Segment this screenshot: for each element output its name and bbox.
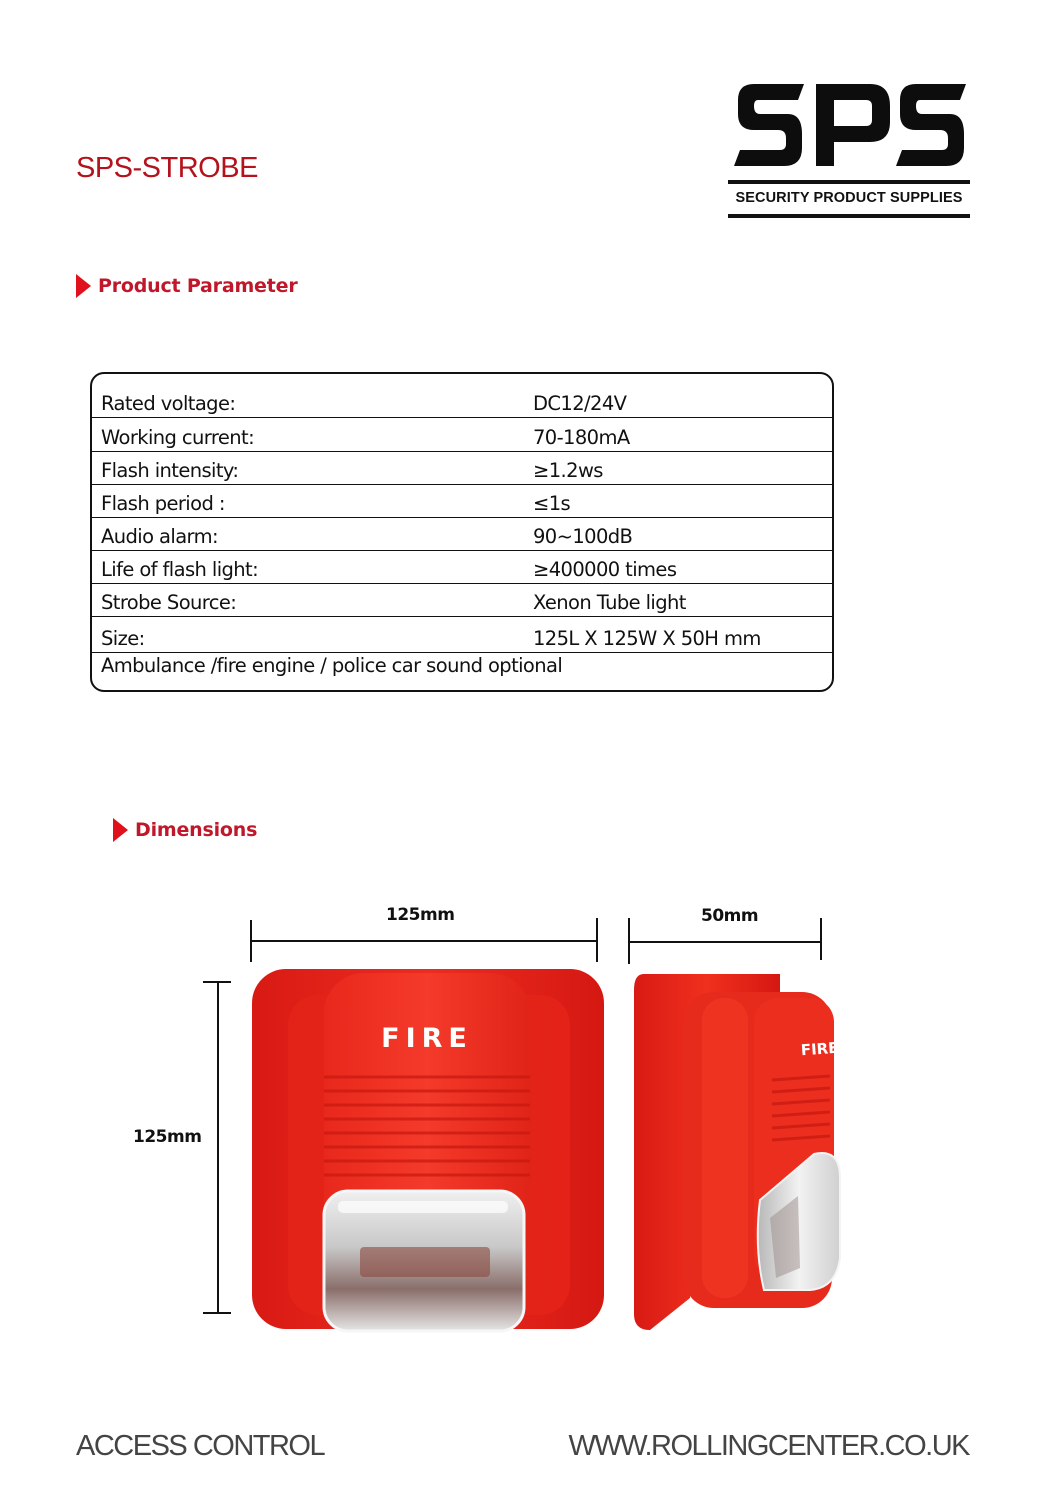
spec-label: Flash period : (101, 492, 225, 515)
spec-label: Size: (101, 627, 145, 650)
spec-label: Strobe Source: (101, 591, 237, 614)
dimension-tick (203, 1312, 231, 1314)
svg-text:FIRE: FIRE (800, 1038, 840, 1060)
play-triangle-icon (76, 274, 91, 298)
table-row (92, 551, 832, 584)
table-row (92, 617, 832, 653)
spec-label: Flash intensity: (101, 459, 239, 482)
table-row (92, 374, 832, 418)
spec-value: 125L X 125W X 50H mm (533, 627, 761, 650)
dimension-tick (596, 918, 598, 962)
spec-value: DC12/24V (533, 392, 627, 415)
depth-dimension-label: 50mm (701, 906, 759, 926)
strobe-side-view-image (630, 968, 845, 1336)
spec-label: Life of flash light: (101, 558, 259, 581)
table-row (92, 653, 832, 690)
logo-rule-bottom (728, 214, 970, 218)
spec-value: 70-180mA (533, 426, 630, 449)
spec-label: Ambulance /fire engine / police car sound optional (101, 654, 563, 677)
width-dimension-line (250, 940, 598, 942)
svg-text:FIRE: FIRE (381, 1023, 473, 1054)
section-heading-parameters (76, 274, 298, 298)
spec-value: 90~100dB (533, 525, 633, 548)
spec-value: ≤1s (533, 492, 571, 515)
product-code: SPS-STROBE (76, 152, 258, 184)
footer-website-link[interactable]: WWW.ROLLINGCENTER.CO.UK (568, 1430, 969, 1462)
footer-category: ACCESS CONTROL (76, 1430, 325, 1462)
height-dimension-line (217, 981, 219, 1313)
section-title: Product Parameter (98, 275, 298, 297)
spec-label: Working current: (101, 426, 255, 449)
table-row (92, 485, 832, 518)
dimension-tick (820, 918, 822, 960)
width-dimension-label: 125mm (386, 905, 455, 925)
table-row (92, 518, 832, 551)
logo-tagline: SECURITY PRODUCT SUPPLIES (735, 190, 963, 206)
table-row (92, 418, 832, 452)
table-row (92, 452, 832, 485)
strobe-front-view-image (248, 965, 608, 1337)
sps-logo (728, 78, 972, 222)
spec-label: Rated voltage: (101, 392, 236, 415)
height-dimension-label: 125mm (133, 1127, 202, 1147)
depth-dimension-line (628, 941, 822, 943)
sps-logo-mark-icon (732, 78, 968, 172)
spec-value: ≥400000 times (533, 558, 677, 581)
play-triangle-icon (113, 818, 128, 842)
section-heading-dimensions (113, 818, 257, 842)
spec-table (90, 372, 834, 692)
spec-value: ≥1.2ws (533, 459, 603, 482)
section-title: Dimensions (135, 819, 258, 841)
table-row (92, 584, 832, 617)
logo-rule-top (728, 180, 970, 184)
spec-value: Xenon Tube light (533, 591, 686, 614)
spec-label: Audio alarm: (101, 525, 218, 548)
